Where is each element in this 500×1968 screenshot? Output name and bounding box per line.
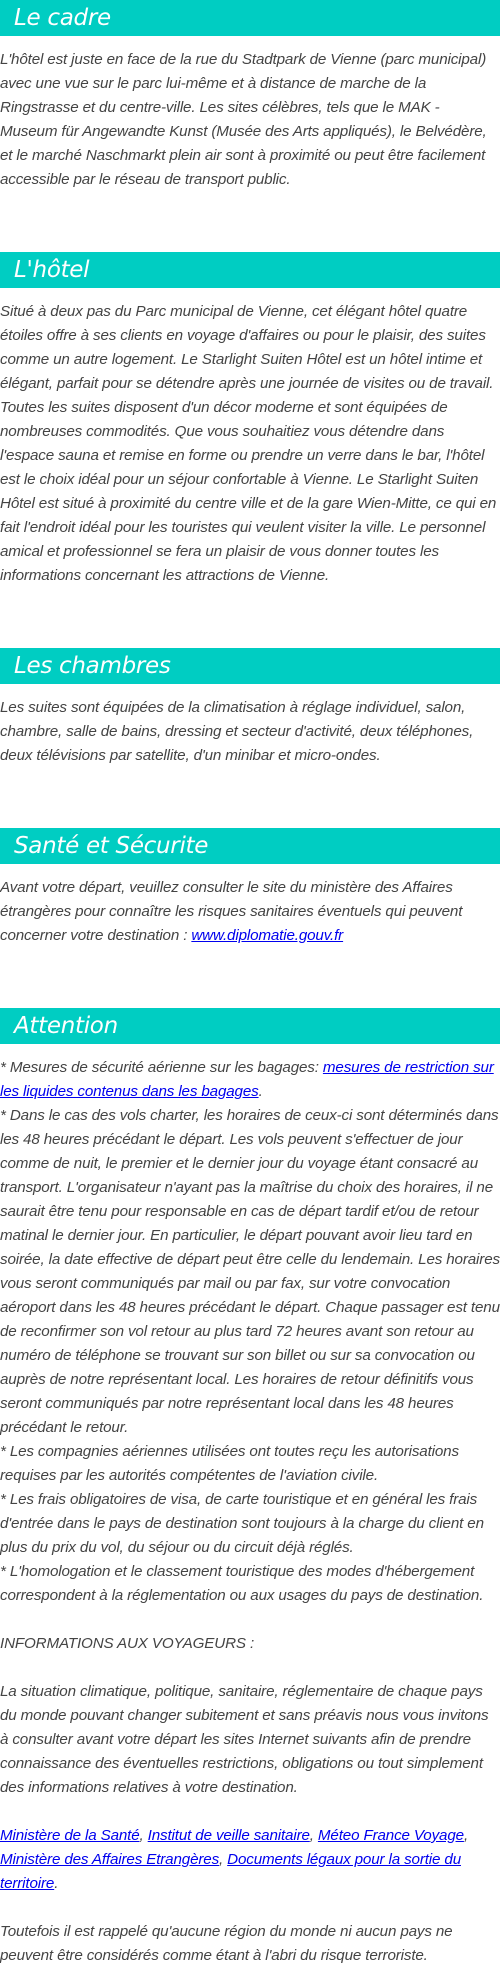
bullet-homologation: * L'homologation et le classement touristique des modes d'hébergement correspondent à la réglementation ou aux usages du pays de destination. xyxy=(0,1563,484,1604)
link-documents-legaux[interactable]: Documents légaux pour la sortie du territoire xyxy=(0,1851,461,1892)
section-title-chambres: Les chambres xyxy=(0,648,500,684)
spacer xyxy=(0,1656,500,1680)
spacer xyxy=(0,768,500,828)
bullet-bagages xyxy=(0,1056,500,1104)
section-title-sante: Santé et Sécurite xyxy=(0,828,500,864)
link-meteo-france[interactable]: Méteo France Voyage xyxy=(317,1827,464,1844)
section-body-cadre: L'hôtel est juste en face de la rue du Stadtpark de Vienne (parc municipal) avec une vue sur le parc lui-même et à distance de marche de la Ringstrasse et du centre-ville. Les sites célèbres, tels que le MAK - Museum für Angewandte Kunst (Musée des Arts appliqués), le Belvédère, et le marché Naschmarkt plein air sont à proximité ou peut être facilement accessible par le réseau de transport public. xyxy=(0,51,487,188)
diplomatie-link[interactable]: www.diplomatie.gouv.fr xyxy=(191,927,344,944)
sante-text: Avant votre départ, veuillez consulter le site du ministère des Affaires étrangères pour connaître les risques sanitaires éventuels qui peuvent concerner votre destination : xyxy=(0,879,463,944)
section-title-hotel: L'hôtel xyxy=(0,252,500,288)
link-sep: , xyxy=(309,1827,318,1844)
attention-body xyxy=(0,1044,500,1968)
bullet-bagages-text: * Mesures de sécurité aérienne sur les bagages: xyxy=(0,1059,323,1076)
bullet-charter: * Dans le cas des vols charter, les horaires de ceux-ci sont déterminés dans les 48 heures précédant le départ. Les vols peuvent s'effectuer de jour comme de nuit, le premier et le dernier jour du voyage étant consacré au transport. L'organisateur n'ayant pas la maîtrise du choix des horaires, il ne saurait être tenu pour responsable en cas de départ tardif et/ou de retour matinal le dernier jour. En particulier, le départ pouvant avoir lieu tard en soirée, la date effective de départ peut être celle du lendemain. Les horaires vous seront communiqués par mail ou par fax, sur votre convocation aéroport dans les 48 heures précédant le départ. Chaque passager est tenu de reconfirmer son vol retour au plus tard 72 heures avant son retour au numéro de téléphone se trouvant sur son billet ou sur sa convocation ou auprès de notre représentant local. Les horaires de retour définitifs vous seront communiqués par notre représentant local dans les 48 heures précédant le retour. xyxy=(0,1107,500,1436)
section-body-chambres: Les suites sont équipées de la climatisation à réglage individuel, salon, chambre, salle de bains, dressing et secteur d'activité, deux téléphones, deux télévisions par satellite, d'un minibar et micro-ondes. xyxy=(0,699,474,764)
section-body-hotel: Situé à deux pas du Parc municipal de Vienne, cet élégant hôtel quatre étoiles offre à ses clients en voyage d'affaires ou pour le plaisir, des suites comme un autre logement. Le Starlight Suiten Hôtel est un hôtel intime et élégant, parfait pour se détendre après une journée de visites ou de travail. Toutes les suites disposent d'un décor moderne et sont équipées de nombreuses commodités. Que vous souhaitiez vous détendre dans l'espace sauna et remise en forme ou prendre un verre dans le bar, l'hôtel est le choix idéal pour un séjour confortable à Vienne. Le Starlight Suiten Hôtel est situé à proximité du centre ville et de la gare Wien-Mitte, ce qui en fait l'endroit idéal pour les touristes qui veulent visiter la ville. Le personnel amical et professionnel se fera un plaisir de vous donner toutes les informations concernant les attractions de Vienne. xyxy=(0,303,497,584)
info-heading: INFORMATIONS AUX VOYAGEURS : xyxy=(0,1635,255,1652)
links-end: . xyxy=(54,1875,59,1892)
link-ministere-sante[interactable]: Ministère de la Santé xyxy=(0,1827,140,1844)
link-sep: , xyxy=(219,1851,228,1868)
bullet-frais: * Les frais obligatoires de visa, de carte touristique et en général les frais d'entrée dans le pays de destination sont toujours à la charge du client en plus du prix du vol, du séjour ou du circuit déjà réglés. xyxy=(0,1491,484,1556)
spacer xyxy=(0,948,500,1008)
bullet-bagages-end: . xyxy=(258,1083,263,1100)
info-body: La situation climatique, politique, sanitaire, réglementaire de chaque pays du monde pouvant changer subitement et sans préavis nous vous invitons à consulter avant votre départ les sites Internet suivants afin de prendre connaissance des éventuelles restrictions, obligations ou tout simplement des informations relatives à votre destination. xyxy=(0,1683,489,1796)
info-links xyxy=(0,1824,500,1896)
section-title-cadre: Le cadre xyxy=(0,0,500,36)
bagages-restriction-link[interactable]: mesures de restriction sur les liquides contenus dans les bagages xyxy=(0,1059,494,1100)
spacer xyxy=(0,1800,500,1824)
section-body-sante xyxy=(0,864,500,948)
section-title-attention: Attention xyxy=(0,1008,500,1044)
spacer xyxy=(0,1896,500,1920)
spacer xyxy=(0,588,500,648)
spacer xyxy=(0,192,500,252)
bullet-compagnies: * Les compagnies aériennes utilisées ont toutes reçu les autorisations requises par les autorités compétentes de l'aviation civile. xyxy=(0,1443,459,1484)
link-sep: , xyxy=(463,1827,469,1844)
spacer xyxy=(0,1608,500,1632)
link-institut-veille[interactable]: Institut de veille sanitaire xyxy=(147,1827,310,1844)
closing-note: Toutefois il est rappelé qu'aucune région du monde ni aucun pays ne peuvent être considérés comme étant à l'abri du risque terroriste. xyxy=(0,1923,453,1964)
link-affaires-etrangeres[interactable]: Ministère des Affaires Etrangères xyxy=(0,1851,220,1868)
link-sep: , xyxy=(139,1827,148,1844)
